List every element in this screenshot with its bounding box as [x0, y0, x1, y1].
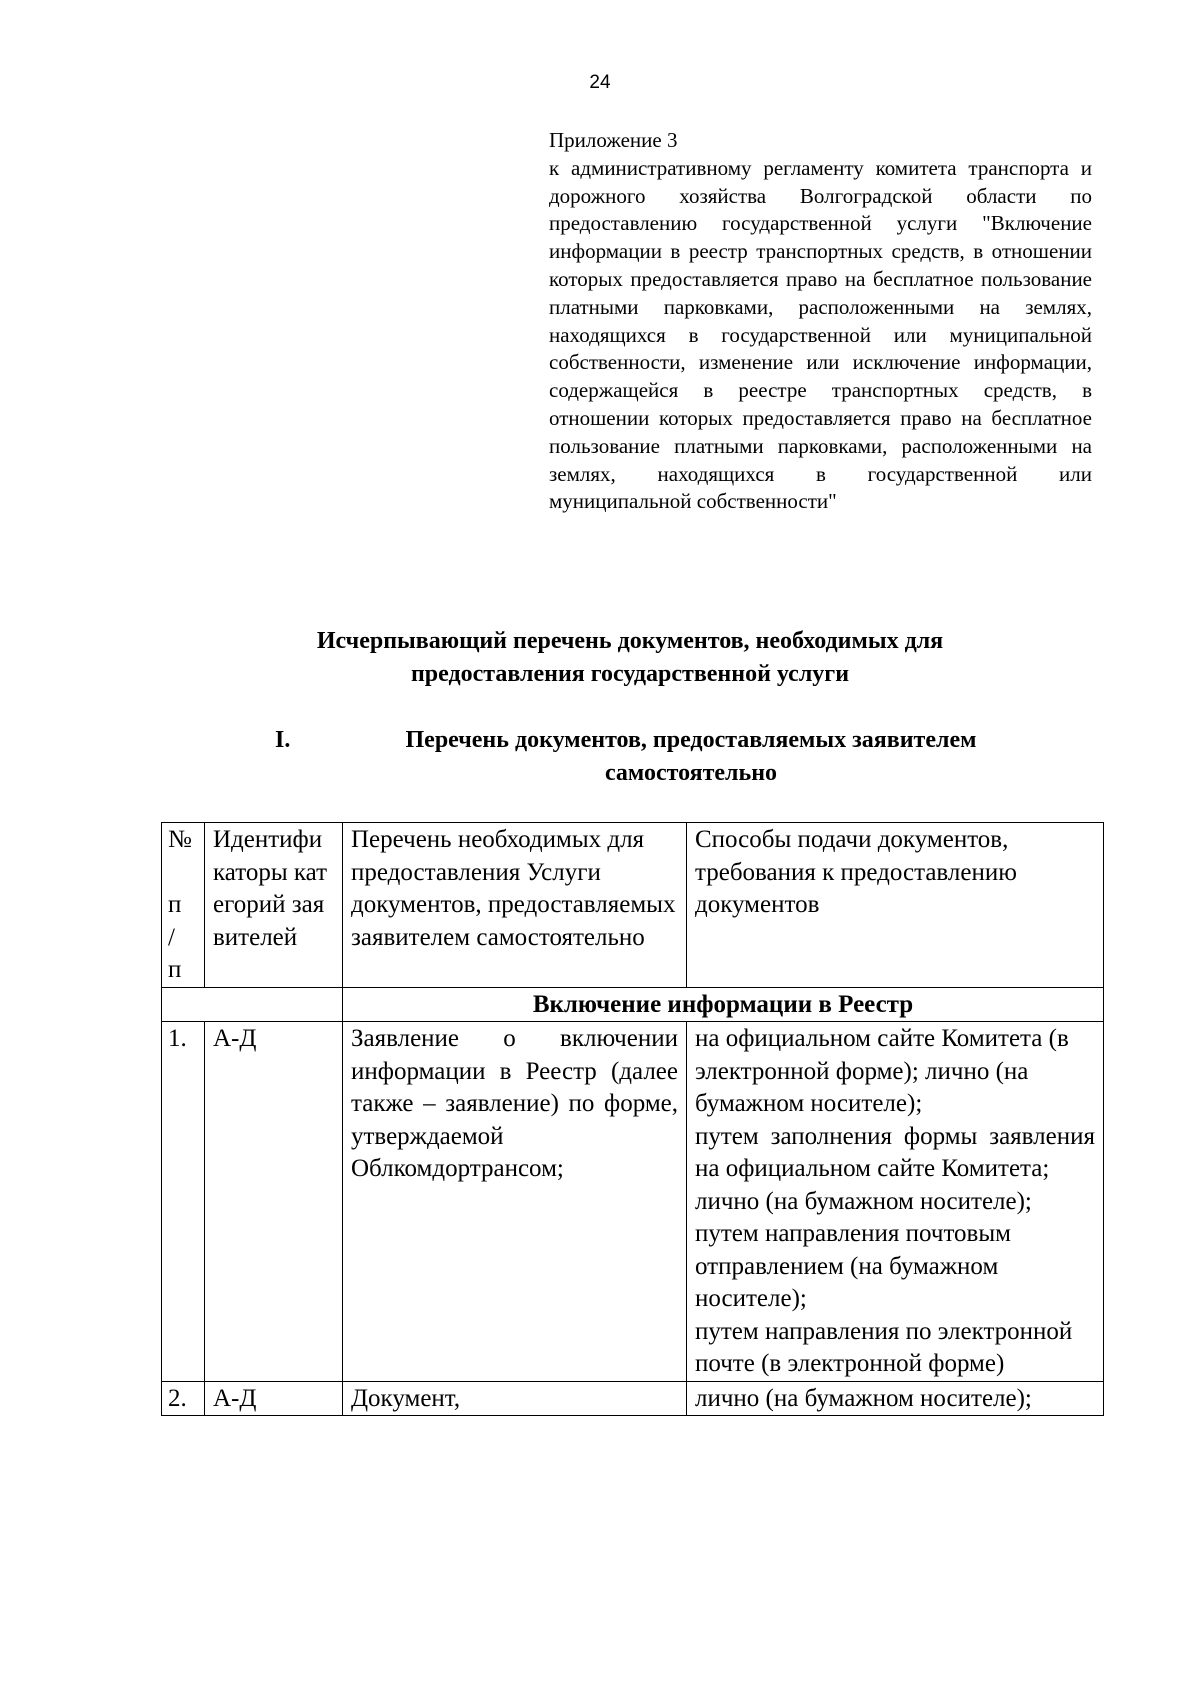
method-item: лично (на бумажном носителе); — [695, 1187, 1032, 1215]
row-number: 2. — [162, 1381, 205, 1416]
section-number: I. — [275, 727, 291, 753]
row-category: А-Д — [205, 1022, 343, 1382]
table-row — [162, 1381, 1104, 1416]
section-row-empty — [162, 987, 343, 1022]
row-number: 1. — [162, 1022, 205, 1382]
table-header-row — [162, 823, 1104, 988]
documents-table — [161, 822, 1104, 1416]
method-item: лично (на бумажном носителе); — [695, 1384, 1032, 1412]
header-documents: Перечень необходимых для предоставления Услуги документов, предоставляемых заявителем самостоятельно — [343, 823, 687, 988]
section-row-title: Включение информации в Реестр — [343, 987, 1104, 1022]
header-num-line: № — [168, 826, 192, 853]
row-methods — [687, 1381, 1104, 1416]
row-category: А-Д — [205, 1381, 343, 1416]
document-title-line-1: Исчерпывающий перечень документов, необходимых для — [316, 628, 944, 654]
header-num-line: п — [168, 956, 182, 983]
header-category: Идентификаторы категорий заявителей — [205, 823, 343, 988]
method-item: путем направления по электронной почте (в электронной форме) — [695, 1317, 1073, 1377]
method-item: путем заполнения формы заявления на официальном сайте Комитета; — [695, 1122, 1095, 1182]
row-methods — [687, 1022, 1104, 1382]
appendix-body: к административному регламенту комитета транспорта и дорожного хозяйства Волгоградской области по предоставлению государственной услуги "Включение информации в реестр транспортных средств, в отношении которых предоставляется право на бесплатное пользование платными парковками, расположенными на землях, находящихся в государственной или муниципальной собственности, изменение или исключение информации, содержащейся в реестре транспортных средств, в отношении которых предоставляется право на бесплатное пользование платными парковками, расположенными на землях, находящихся в государственной или муниципальной собственности" — [549, 155, 1092, 514]
section-title-line-2: самостоятельно — [604, 760, 778, 786]
appendix-note — [549, 127, 1092, 516]
section-title-line-1: Перечень документов, предоставляемых заявителем — [405, 727, 977, 753]
table-row — [162, 1022, 1104, 1382]
page-number: 24 — [589, 72, 611, 93]
row-document: Заявление о включении информации в Реестр (далее также – заявление) по форме, утверждаемой Облкомдортрансом; — [343, 1022, 687, 1382]
document-title-line-2: предоставления государственной услуги — [410, 661, 850, 687]
method-item: на официальном сайте Комитета (в электронной форме); лично (на бумажном носителе); — [695, 1025, 1069, 1117]
row-document: Документ, — [343, 1381, 687, 1416]
appendix-title: Приложение 3 — [549, 128, 678, 152]
section-title — [348, 724, 1034, 790]
header-num — [162, 823, 205, 988]
method-item: путем направления почтовым отправлением (на бумажном носителе); — [695, 1220, 1011, 1312]
header-methods: Способы подачи документов, требования к предоставлению документов — [687, 823, 1104, 988]
header-num-line: / — [168, 923, 175, 951]
table-section-row — [162, 987, 1104, 1022]
document-title — [150, 625, 1110, 691]
header-num-line: п — [168, 891, 182, 918]
